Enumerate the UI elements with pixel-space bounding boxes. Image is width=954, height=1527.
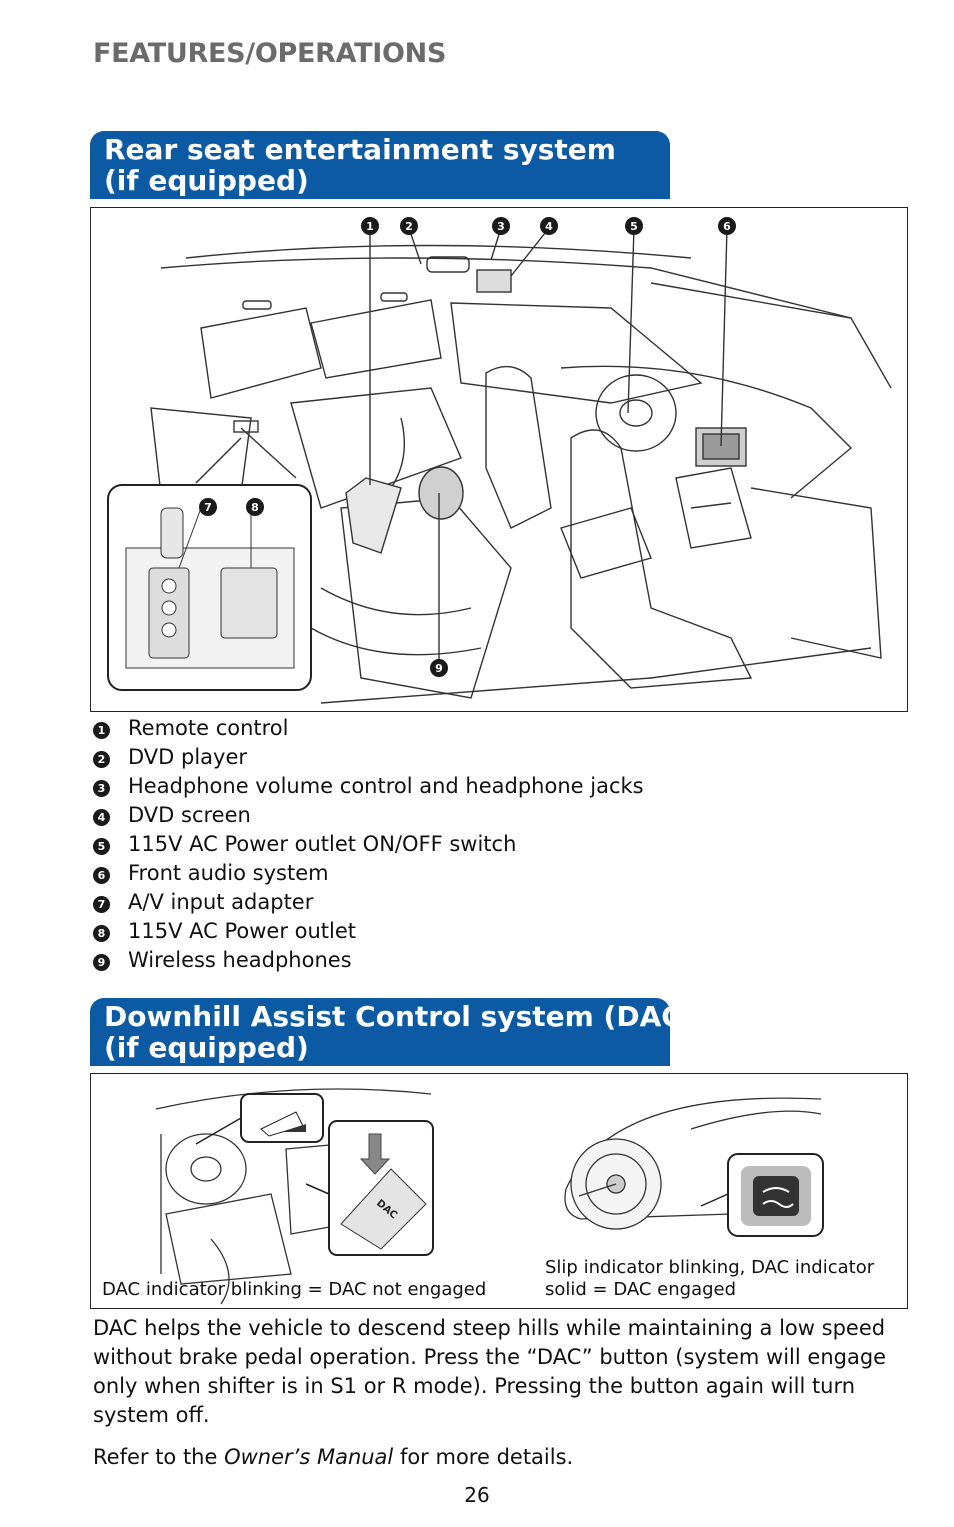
page-number: 26 [464, 1483, 490, 1507]
dac-caption-left: DAC indicator blinking = DAC not engaged [102, 1279, 487, 1300]
legend-number: 6 [93, 867, 110, 884]
svg-text:7: 7 [204, 501, 212, 514]
svg-text:8: 8 [251, 501, 259, 514]
legend-item [93, 716, 733, 745]
legend-number: 9 [93, 954, 110, 971]
svg-text:2: 2 [405, 220, 413, 233]
legend-item [93, 832, 733, 861]
rse-title-line1: Rear seat entertainment system [104, 133, 616, 166]
rse-illustration [90, 207, 908, 712]
svg-text:6: 6 [723, 220, 731, 233]
dac-title-line1: Downhill Assist Control system (DAC) [104, 1000, 695, 1033]
svg-text:5: 5 [630, 220, 638, 233]
legend-label: DVD screen [128, 803, 251, 827]
legend-item [93, 745, 733, 774]
legend-item [93, 948, 733, 977]
refer-note [93, 1443, 573, 1472]
legend-number: 1 [93, 722, 110, 739]
legend-number: 8 [93, 925, 110, 942]
legend-label: A/V input adapter [128, 890, 314, 914]
legend-label: Headphone volume control and headphone jacks [128, 774, 644, 798]
legend-number: 5 [93, 838, 110, 855]
svg-text:4: 4 [545, 220, 553, 233]
legend-item [93, 861, 733, 890]
rse-section-title [90, 131, 670, 199]
legend-number: 3 [93, 780, 110, 797]
rse-title-line2: (if equipped) [104, 164, 309, 197]
vehicle-interior-drawing [91, 208, 907, 711]
svg-text:9: 9 [435, 662, 443, 675]
dac-title-line2: (if equipped) [104, 1031, 309, 1064]
legend-label: Front audio system [128, 861, 329, 885]
dac-button-label: DAC [374, 1197, 400, 1222]
legend-number: 2 [93, 751, 110, 768]
owners-manual-reference: Owner’s Manual [224, 1445, 394, 1469]
legend-item [93, 803, 733, 832]
dac-description: DAC helps the vehicle to descend steep hills while maintaining a low speed without brake pedal operation. Press the “DAC” button (system will engage only when shifter is in S1 or R mode). Pressing the button again will turn system off. [93, 1316, 887, 1427]
legend-item [93, 890, 733, 919]
dac-caption-right-line2: solid = DAC engaged [545, 1279, 737, 1300]
refer-prefix: Refer to the [93, 1445, 225, 1469]
legend-number: 4 [93, 809, 110, 826]
section-header: FEATURES/OPERATIONS [93, 38, 447, 69]
svg-text:3: 3 [497, 220, 505, 233]
legend-item [93, 774, 733, 803]
legend-label: Remote control [128, 716, 289, 740]
dac-caption-right-line1: Slip indicator blinking, DAC indicator [545, 1257, 875, 1278]
refer-suffix: for more details. [393, 1445, 574, 1469]
legend-label: 115V AC Power outlet [128, 919, 357, 943]
legend-label: 115V AC Power outlet ON/OFF switch [128, 832, 517, 856]
legend-label: Wireless headphones [128, 948, 352, 972]
legend-label: DVD player [128, 745, 248, 769]
dac-section-title [90, 998, 695, 1066]
svg-text:1: 1 [366, 220, 374, 233]
legend-number: 7 [93, 896, 110, 913]
legend-item [93, 919, 733, 948]
